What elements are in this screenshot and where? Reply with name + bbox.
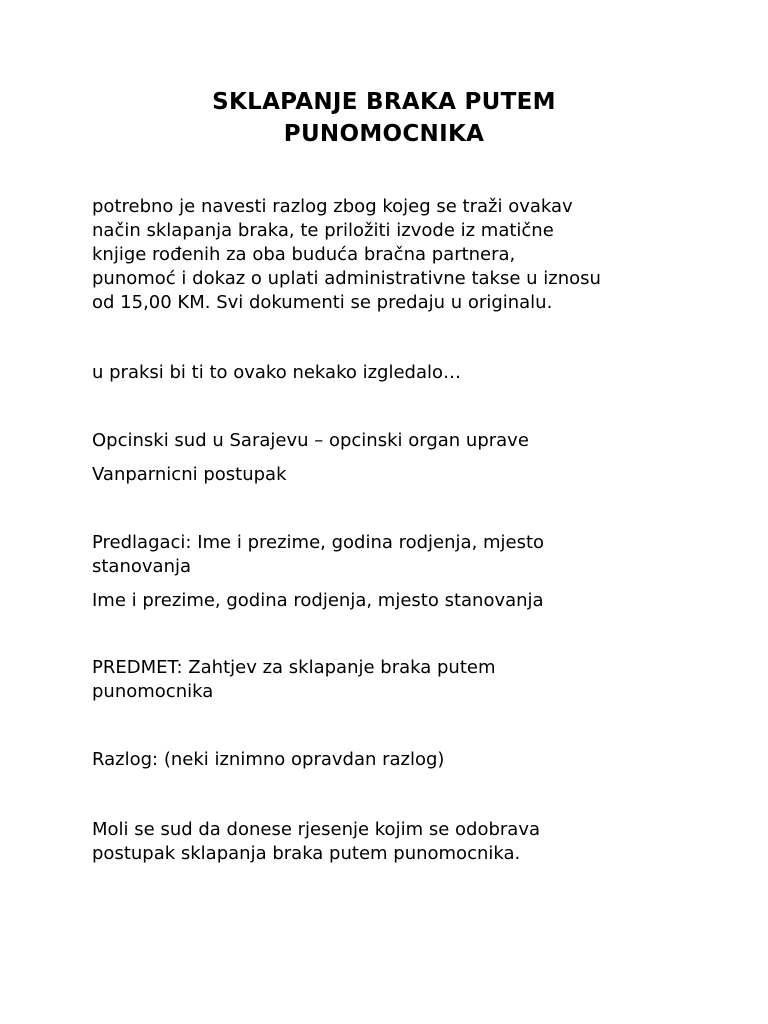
reason-line: Razlog: (neki iznimno opravdan razlog) xyxy=(92,749,445,770)
request-paragraph xyxy=(92,818,692,866)
procedure-line: Vanparnicni postupak xyxy=(92,464,287,485)
subject-line-1: PREDMET: Zahtjev za sklapanje braka putem xyxy=(92,657,496,678)
reason-paragraph xyxy=(92,748,692,772)
court-paragraph xyxy=(92,429,692,453)
subject-line-2: punomocnika xyxy=(92,681,214,702)
document-title xyxy=(92,86,676,150)
subject-paragraph xyxy=(92,656,692,704)
applicants-line-1: Predlagaci: Ime i prezime, godina rodjenja, mjesto xyxy=(92,532,545,553)
intro-line-4: punomoć i dokaz o uplati administrativne takse u iznosu xyxy=(92,268,601,289)
applicant2-line: Ime i prezime, godina rodjenja, mjesto stanovanja xyxy=(92,590,544,611)
practice-paragraph xyxy=(92,361,692,385)
intro-line-5: od 15,00 KM. Svi dokumenti se predaju u originalu. xyxy=(92,292,553,313)
intro-line-1: potrebno je navesti razlog zbog kojeg se traži ovakav xyxy=(92,196,573,217)
request-line-2: postupak sklapanja braka putem punomocnika. xyxy=(92,843,521,864)
intro-line-2: način sklapanja braka, te priložiti izvode iz matične xyxy=(92,220,554,241)
title-line-1: SKLAPANJE BRAKA PUTEM xyxy=(212,89,556,115)
court-line: Opcinski sud u Sarajevu – opcinski organ uprave xyxy=(92,430,529,451)
practice-line: u praksi bi ti to ovako nekako izgledalo… xyxy=(92,362,461,383)
applicant2-paragraph xyxy=(92,589,692,613)
intro-line-3: knjige rođenih za oba buduća bračna partnera, xyxy=(92,244,516,265)
procedure-paragraph xyxy=(92,463,692,487)
intro-paragraph xyxy=(92,195,692,315)
applicants-line-2: stanovanja xyxy=(92,556,192,577)
request-line-1: Moli se sud da donese rjesenje kojim se odobrava xyxy=(92,819,540,840)
applicants-paragraph xyxy=(92,531,692,579)
title-line-2: PUNOMOCNIKA xyxy=(283,121,485,147)
